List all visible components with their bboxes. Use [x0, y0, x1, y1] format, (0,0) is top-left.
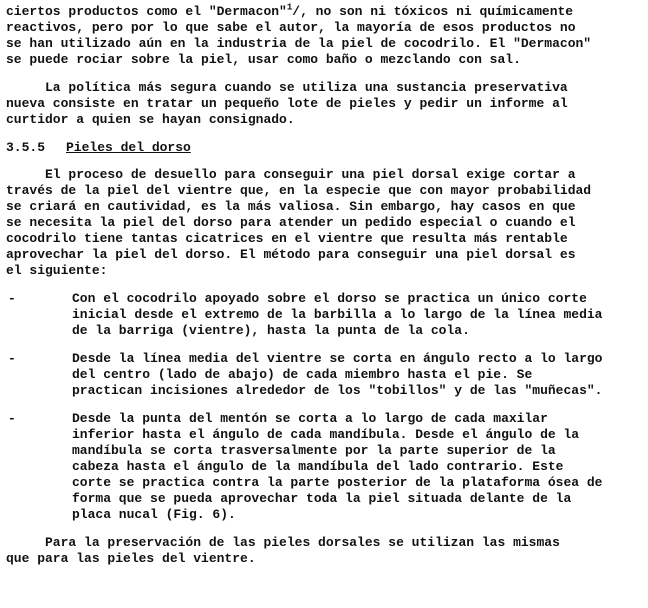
- bullet-dash: -: [8, 351, 16, 366]
- list-item-line: inferior hasta el ángulo de cada mandíbula. Desde el ángulo de la: [72, 427, 580, 442]
- intro-line-start: ciertos productos como el "Dermacon": [6, 4, 287, 19]
- footnote-mark: 1: [286, 2, 293, 13]
- closing-paragraph: [6, 535, 642, 567]
- list-item-line: corte se practica contra la parte posterior de la plataforma ósea de: [72, 475, 603, 490]
- document-page: [6, 4, 642, 567]
- policy-line: curtidor a quien se hayan consignado.: [6, 112, 295, 127]
- closing-line: que para las pieles del vientre.: [6, 551, 256, 566]
- process-line: través de la piel del vientre que, en la especie que con mayor probabilidad: [6, 183, 592, 198]
- intro-line-end: /, no son ni tóxicos ni químicamente: [292, 4, 574, 19]
- process-line: el siguiente:: [6, 263, 108, 278]
- intro-line: se han utilizado aún en la industria de la piel de cocodrilo. El "Dermacon": [6, 36, 592, 51]
- list-item-line: mandíbula se corta trasversalmente por la parte superior de la: [72, 443, 556, 458]
- list-item-line: placa nucal (Fig. 6).: [72, 507, 236, 522]
- section-heading: [6, 140, 642, 156]
- intro-paragraph: [6, 4, 642, 68]
- process-line: aprovechar la piel del dorso. El método para conseguir una piel dorsal es: [6, 247, 576, 262]
- list-item-line: practican incisiones alrededor de los "tobillos" y de las "muñecas".: [72, 383, 603, 398]
- list-item: [6, 411, 642, 523]
- list-item-line: del centro (lado de abajo) de cada miembro hasta el pie. Se: [72, 367, 533, 382]
- list-item-line: inicial desde el extremo de la barbilla a lo largo de la línea media: [72, 307, 603, 322]
- list-item-line: forma que se pueda aprovechar toda la piel situada delante de la: [72, 491, 572, 506]
- section-title: Pieles del dorso: [66, 140, 191, 155]
- policy-line: La política más segura cuando se utiliza una sustancia preservativa: [6, 80, 568, 95]
- process-line: El proceso de desuello para conseguir una piel dorsal exige cortar a: [6, 167, 576, 182]
- bullet-dash: -: [8, 411, 16, 426]
- intro-line: se puede rociar sobre la piel, usar como baño o mezclando con sal.: [6, 52, 521, 67]
- list-item: [6, 351, 642, 399]
- intro-line: reactivos, pero por lo que sabe el autor, la mayoría de esos productos no: [6, 20, 576, 35]
- process-line: se criará en cautividad, es la más valiosa. Sin embargo, hay casos en que: [6, 199, 576, 214]
- list-item-line: Con el cocodrilo apoyado sobre el dorso se practica un único corte: [72, 291, 587, 306]
- process-paragraph: [6, 167, 642, 279]
- intro-line: [6, 4, 642, 20]
- list-item-line: Desde la punta del mentón se corta a lo largo de cada maxilar: [72, 411, 548, 426]
- policy-line: nueva consiste en tratar un pequeño lote de pieles y pedir un informe al: [6, 96, 568, 111]
- policy-paragraph: [6, 80, 642, 128]
- closing-line: Para la preservación de las pieles dorsales se utilizan las mismas: [6, 535, 560, 550]
- list-item-line: Desde la línea media del vientre se corta en ángulo recto a lo largo: [72, 351, 603, 366]
- list-item-line: de la barriga (vientre), hasta la punta de la cola.: [72, 323, 470, 338]
- list-item: [6, 291, 642, 339]
- list-item-line: cabeza hasta el ángulo de la mandíbula del lado contrario. Este: [72, 459, 564, 474]
- process-line: cocodrilo tiene tantas cicatrices en el vientre que resulta más rentable: [6, 231, 568, 246]
- section-number: 3.5.5: [6, 140, 46, 155]
- bullet-dash: -: [8, 291, 16, 306]
- process-line: se necesita la piel del dorso para atender un pedido especial o cuando el: [6, 215, 576, 230]
